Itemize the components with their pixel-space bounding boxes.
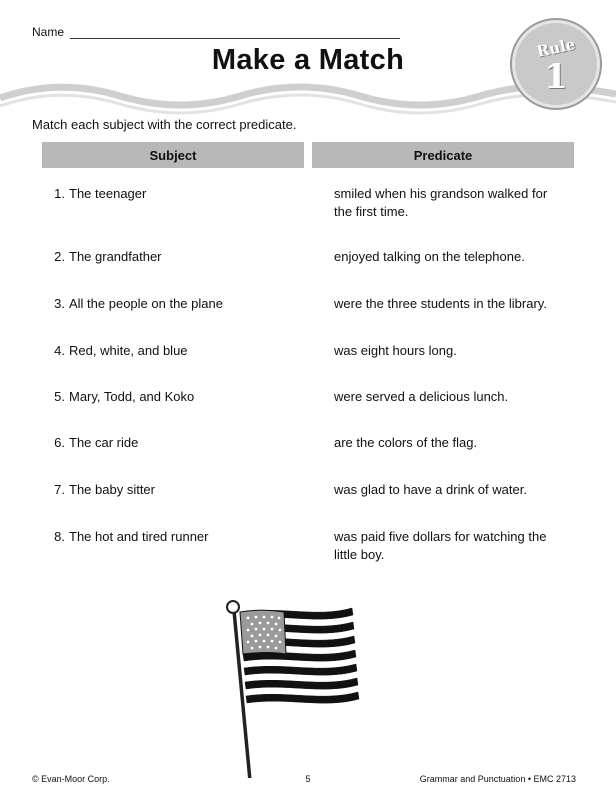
name-field[interactable] bbox=[32, 25, 400, 39]
column-header-subject: Subject bbox=[42, 142, 304, 168]
subject-text: Red, white, and blue bbox=[69, 343, 188, 358]
subject-text: The teenager bbox=[69, 186, 147, 201]
subject-cell bbox=[48, 185, 308, 203]
subject-cell bbox=[48, 248, 308, 266]
row-number: 8. bbox=[54, 529, 65, 544]
footer-copyright: © Evan-Moor Corp. bbox=[32, 774, 110, 784]
name-line[interactable] bbox=[70, 27, 400, 39]
predicate-cell: are the colors of the flag. bbox=[334, 435, 478, 450]
row-number: 4. bbox=[54, 343, 65, 358]
flag-illustration bbox=[222, 598, 362, 780]
subject-cell bbox=[48, 342, 308, 360]
subject-cell bbox=[48, 481, 308, 499]
rule-badge bbox=[512, 20, 600, 108]
subject-cell bbox=[48, 528, 308, 546]
row-number: 3. bbox=[54, 296, 65, 311]
subject-text: All the people on the plane bbox=[69, 296, 223, 311]
subject-cell bbox=[48, 295, 308, 313]
row-number: 7. bbox=[54, 482, 65, 497]
row-number: 6. bbox=[54, 435, 65, 450]
predicate-cell: were the three students in the library. bbox=[334, 296, 547, 311]
badge-rule-label: Rule bbox=[535, 35, 577, 61]
subject-cell bbox=[48, 434, 308, 452]
page-title: Make a Match bbox=[211, 44, 405, 76]
subject-cell bbox=[48, 388, 308, 406]
row-number: 1. bbox=[54, 186, 65, 201]
subject-text: The car ride bbox=[69, 435, 139, 450]
subject-text: The hot and tired runner bbox=[69, 529, 209, 544]
predicate-cell: was paid five dollars for watching the little boy. bbox=[334, 529, 547, 562]
footer-book-title: Grammar and Punctuation • EMC 2713 bbox=[419, 774, 576, 784]
predicate-cell: smiled when his grandson walked for the first time. bbox=[334, 186, 548, 219]
predicate-cell: were served a delicious lunch. bbox=[334, 389, 509, 404]
predicate-cell: was glad to have a drink of water. bbox=[334, 482, 527, 497]
row-number: 2. bbox=[54, 249, 65, 264]
badge-rule-number: 1 bbox=[544, 57, 568, 97]
subject-text: The baby sitter bbox=[69, 482, 155, 497]
name-label: Name bbox=[32, 25, 65, 39]
subject-text: The grandfather bbox=[69, 249, 162, 264]
predicate-cell: enjoyed talking on the telephone. bbox=[334, 249, 525, 264]
row-number: 5. bbox=[54, 389, 65, 404]
predicate-cell: was eight hours long. bbox=[334, 343, 457, 358]
instructions: Match each subject with the correct predicate. bbox=[32, 117, 297, 132]
footer-page-number: 5 bbox=[305, 774, 311, 784]
subject-text: Mary, Todd, and Koko bbox=[69, 389, 195, 404]
column-header-predicate: Predicate bbox=[312, 142, 574, 168]
